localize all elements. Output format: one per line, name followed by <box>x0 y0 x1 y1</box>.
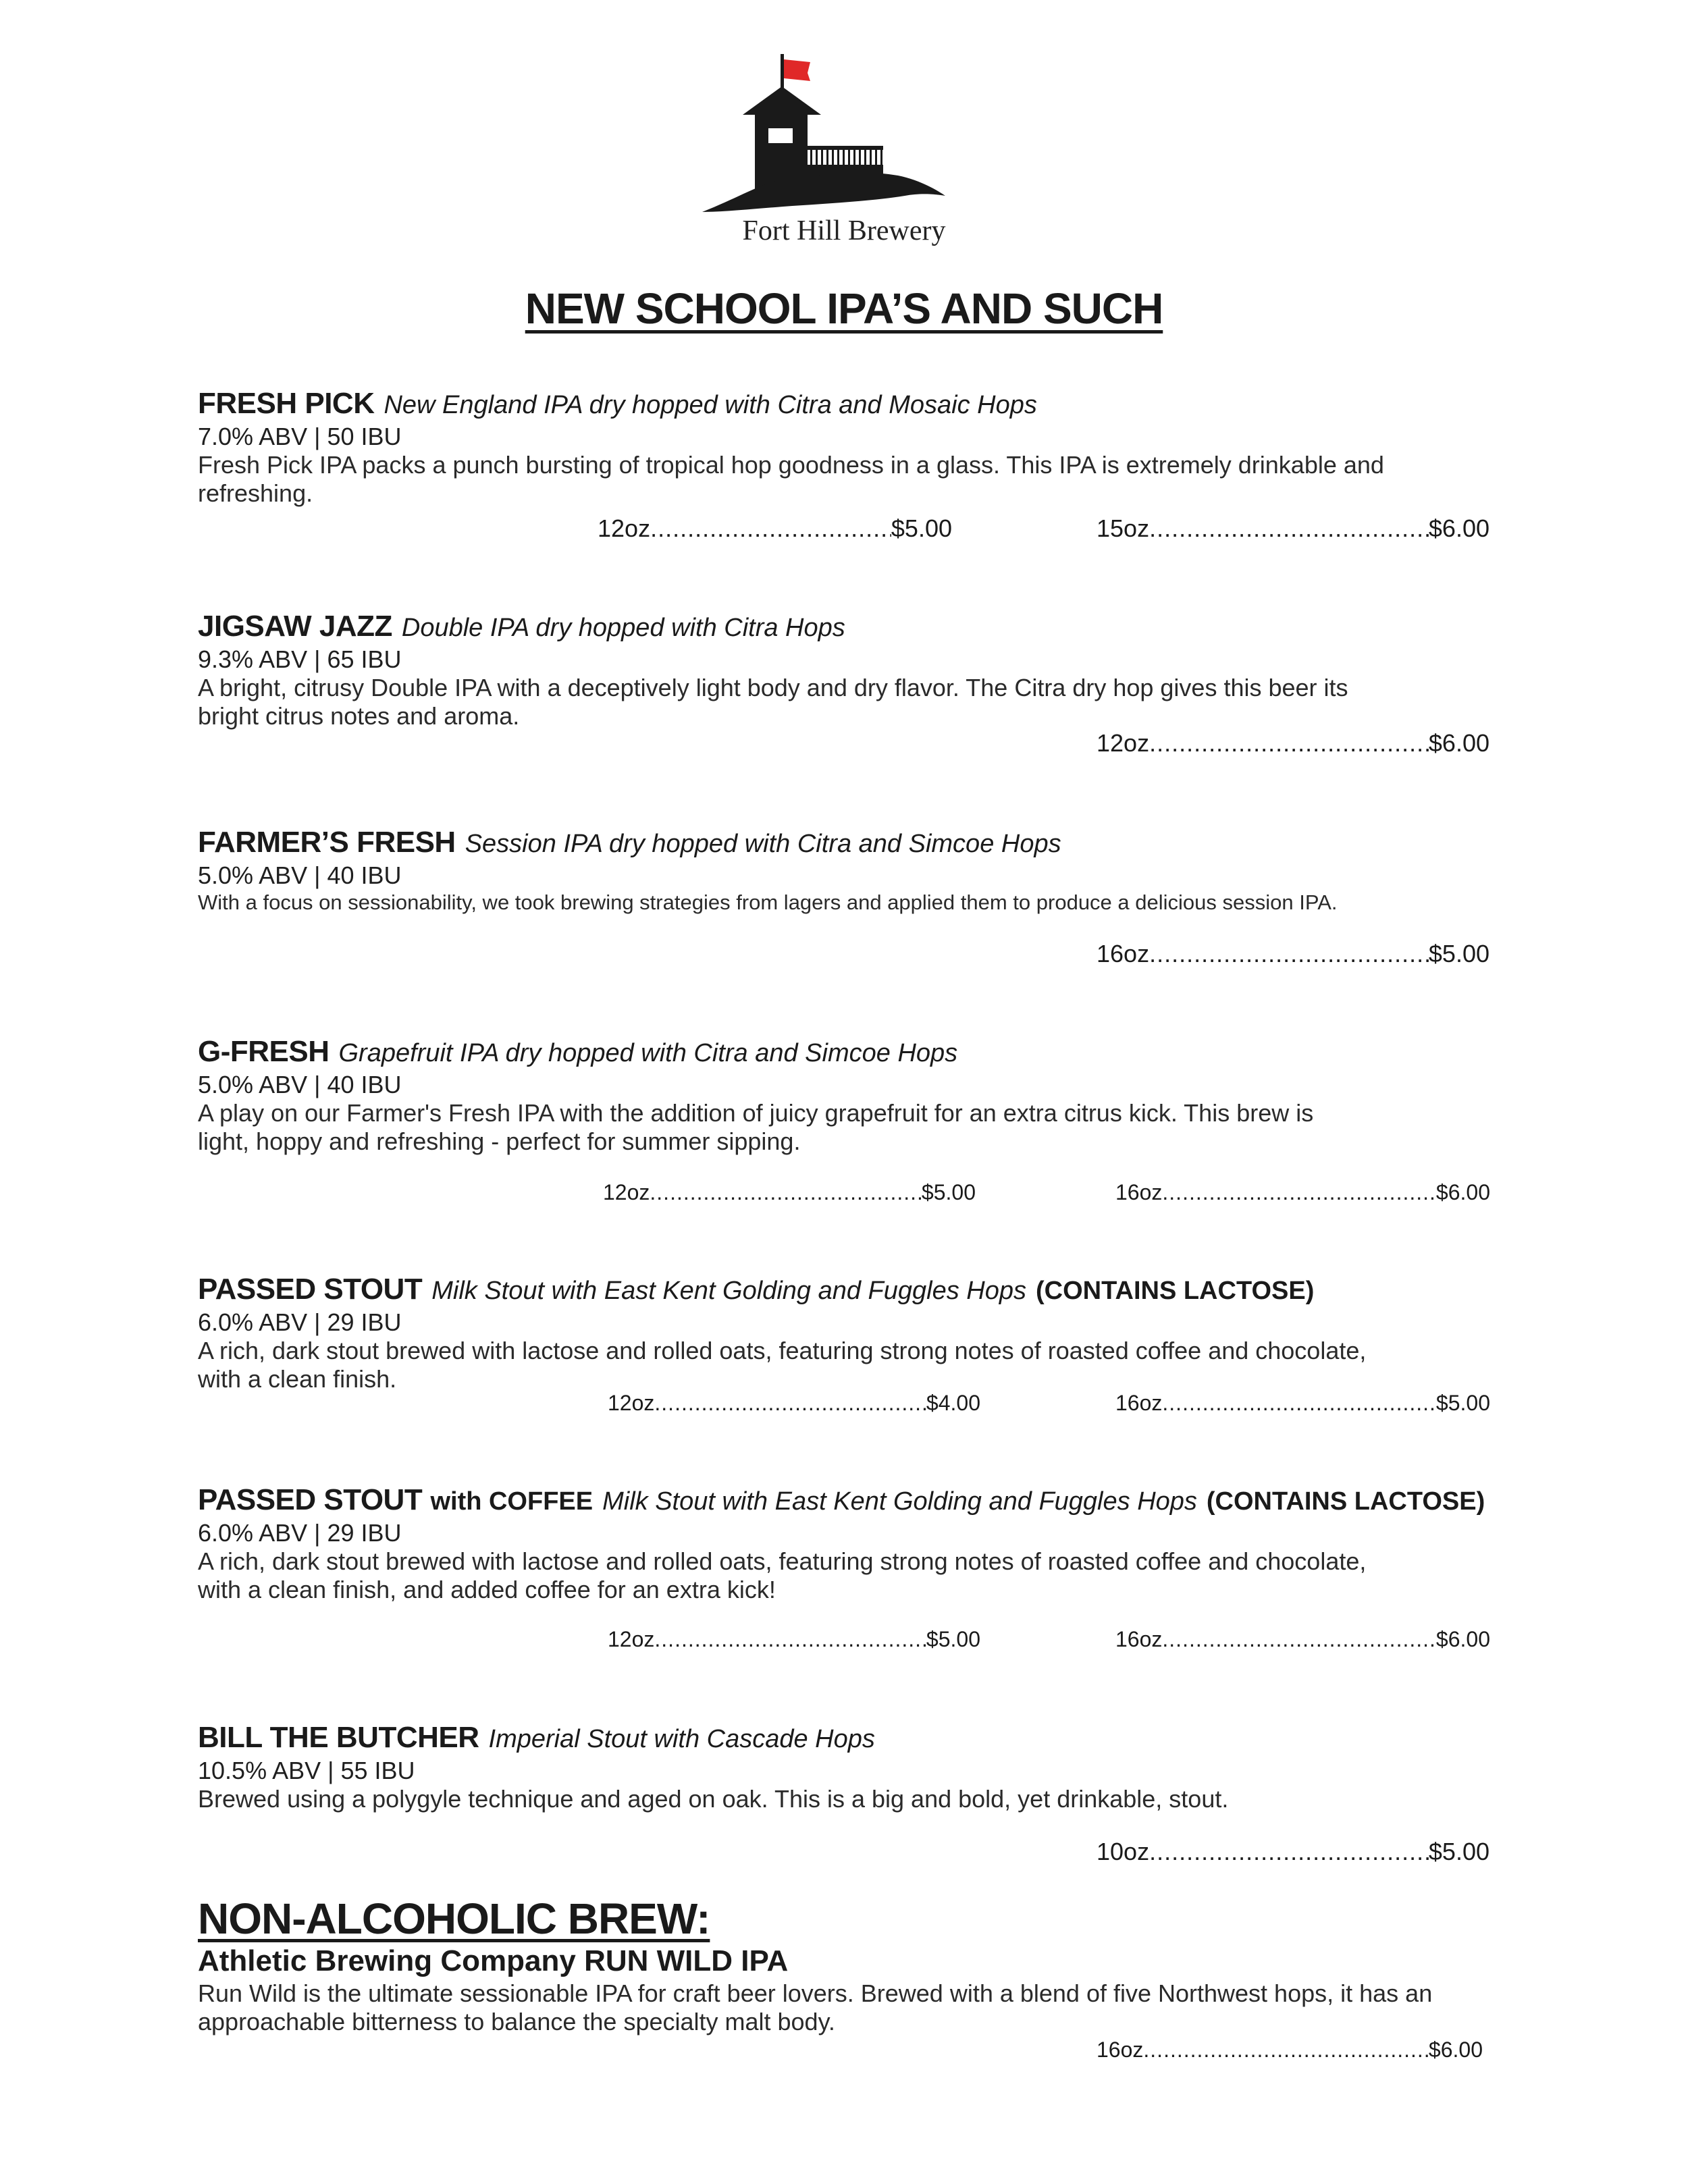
beer-style: New England IPA dry hopped with Citra and Mosaic Hops <box>384 391 1037 419</box>
beer-name: PASSED STOUT <box>198 1273 423 1306</box>
beer-stats: 10.5% ABV | 55 IBU <box>198 1757 415 1784</box>
brewery-name: Fort Hill Brewery <box>742 215 946 246</box>
menu-item <box>198 1034 1494 1156</box>
beer-name: BILL THE BUTCHER <box>198 1721 479 1754</box>
beer-style: Milk Stout with East Kent Golding and Fuggles Hops <box>431 1277 1027 1305</box>
beer-description: A rich, dark stout brewed with lactose and rolled oats, featuring strong notes of roasted coffee and chocolate, with a clean finish, and added coffee for an extra kick! <box>198 1547 1367 1603</box>
na-beer-description: Run Wild is the ultimate sessionable IPA for craft beer lovers. Brewed with a blend of five Northwest hops, it has an approachable bitterness to balance the specialty malt body. <box>198 1979 1433 2035</box>
beer-name: FARMER’S FRESH <box>198 826 456 859</box>
price-line: 16oz ..... $6.00 <box>1097 2037 1483 2062</box>
beer-name: JIGSAW JAZZ <box>198 610 392 643</box>
beer-description: Brewed using a polygyle technique and aged on oak. This is a big and bold, yet drinkable, stout. <box>198 1785 1229 1813</box>
beer-style: Imperial Stout with Cascade Hops <box>488 1725 875 1753</box>
beer-stats: 7.0% ABV | 50 IBU <box>198 423 402 450</box>
price-line: 16oz ..... $5.00 <box>1115 1391 1490 1416</box>
fort-lighthouse-icon <box>702 47 986 223</box>
price-line: 10oz ..... $5.00 <box>1097 1838 1489 1866</box>
page-title: NEW SCHOOL IPA’S AND SUCH <box>525 284 1163 333</box>
beer-description: A bright, citrusy Double IPA with a deceptively light body and dry flavor. The Citra dry hop gives this beer its bright citrus notes and aroma. <box>198 674 1348 730</box>
allergen-note: (CONTAINS LACTOSE) <box>1036 1277 1315 1305</box>
beer-description: Fresh Pick IPA packs a punch bursting of tropical hop goodness in a glass. This IPA is extremely drinkable and refreshing. <box>198 451 1384 507</box>
menu-item <box>198 1483 1494 1604</box>
beer-name: G-FRESH <box>198 1035 329 1068</box>
beer-stats: 5.0% ABV | 40 IBU <box>198 861 402 889</box>
beer-name: PASSED STOUT <box>198 1483 423 1516</box>
beer-style: Milk Stout with East Kent Golding and Fuggles Hops <box>602 1487 1197 1516</box>
beer-stats: 6.0% ABV | 29 IBU <box>198 1308 402 1336</box>
beer-description: With a focus on sessionability, we took brewing strategies from lagers and applied them to produce a delicious session IPA. <box>198 890 1338 914</box>
beer-stats: 5.0% ABV | 40 IBU <box>198 1071 402 1098</box>
menu-item <box>198 1720 1494 1813</box>
beer-stats: 9.3% ABV | 65 IBU <box>198 645 402 673</box>
menu-item <box>198 1272 1494 1393</box>
price-line: 12oz ..... $6.00 <box>1097 729 1489 757</box>
allergen-note: (CONTAINS LACTOSE) <box>1206 1487 1485 1516</box>
price-line: 12oz ..... $5.00 <box>608 1627 980 1652</box>
price-line: 12oz ..... $4.00 <box>608 1391 980 1416</box>
beer-style: Double IPA dry hopped with Citra Hops <box>401 614 845 642</box>
menu-item <box>198 609 1494 730</box>
price-line: 16oz ..... $6.00 <box>1115 1180 1490 1205</box>
section-title-non-alcoholic: NON-ALCOHOLIC BREW: <box>198 1894 710 1943</box>
beer-stats: 6.0% ABV | 29 IBU <box>198 1519 402 1547</box>
beer-name: FRESH PICK <box>198 387 375 420</box>
beer-description: A play on our Farmer's Fresh IPA with the addition of juicy grapefruit for an extra citrus kick. This brew is light, hoppy and refreshing - perfect for summer sipping. <box>198 1099 1314 1155</box>
menu-item <box>198 825 1494 915</box>
price-line: 16oz ..... $5.00 <box>1097 940 1489 968</box>
na-beer-name: Athletic Brewing Company RUN WILD IPA <box>198 1944 789 1977</box>
beer-style: Grapefruit IPA dry hopped with Citra and Simcoe Hops <box>338 1039 958 1067</box>
price-line: 12oz ..... $5.00 <box>603 1180 976 1205</box>
price-line: 12oz ..... $5.00 <box>598 514 952 543</box>
price-line: 16oz ..... $6.00 <box>1115 1627 1490 1652</box>
menu-item <box>198 386 1494 508</box>
beer-description: A rich, dark stout brewed with lactose and rolled oats, featuring strong notes of roasted coffee and chocolate, with a clean finish. <box>198 1337 1367 1393</box>
price-line: 15oz ..... $6.00 <box>1097 514 1489 543</box>
beer-name-suffix: with COFFEE <box>430 1487 594 1516</box>
beer-style: Session IPA dry hopped with Citra and Simcoe Hops <box>465 830 1061 858</box>
